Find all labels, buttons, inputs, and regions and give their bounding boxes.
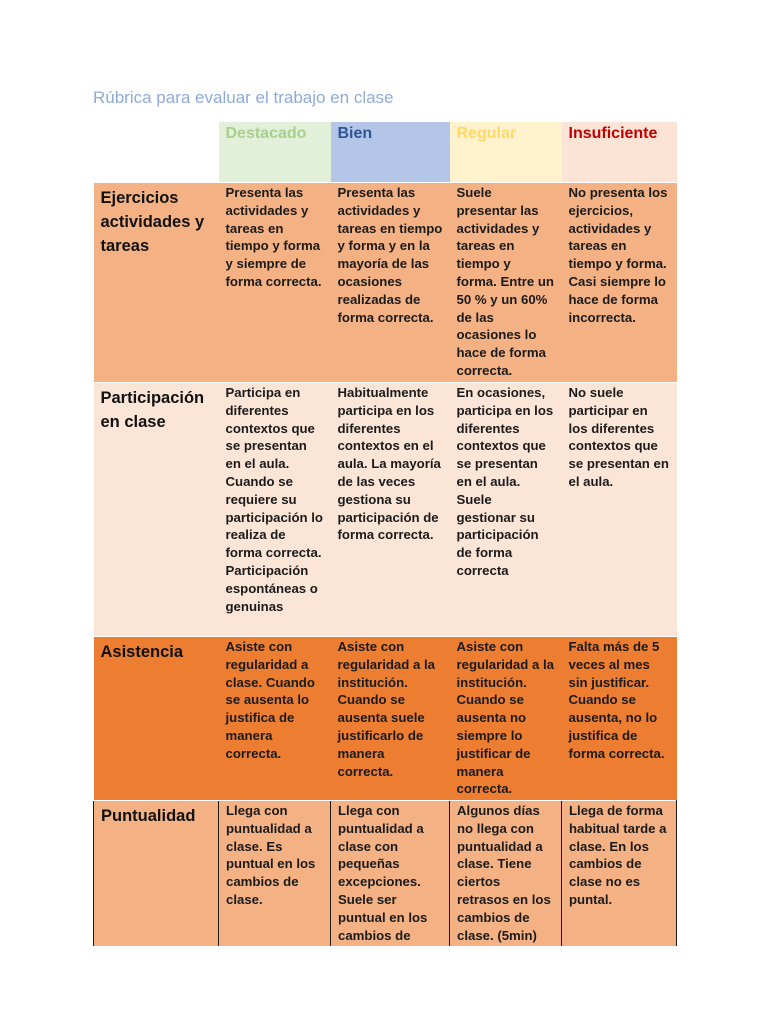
header-bien-label: Bien: [337, 125, 373, 142]
cell-participacion-insuficiente: No suele participar en los diferentes contextos que se presentan en el aula.: [562, 383, 677, 637]
header-row: [94, 122, 677, 183]
header-destacado: [219, 122, 331, 183]
header-bien: [331, 122, 450, 183]
row-label-asistencia: Asistencia: [94, 637, 219, 801]
rubric-table: [93, 122, 677, 946]
header-regular-label: Regular: [456, 125, 517, 142]
page-title: Rúbrica para evaluar el trabajo en clase: [93, 88, 394, 107]
header-destacado-label: Destacado: [225, 125, 307, 142]
cell-puntualidad-destacado: Llega con puntualidad a clase. Es puntual en los cambios de clase.: [219, 801, 331, 947]
table-row: [94, 383, 677, 637]
cell-asistencia-regular: Asiste con regularidad a la institución. Cuando se ausenta no siempre lo justificar de manera correcta.: [450, 637, 562, 801]
cell-participacion-regular: En ocasiones, participa en los diferentes contextos que se presentan en el aula. Suele gestionar su participación de forma correcta: [450, 383, 562, 637]
row-label-ejercicios: Ejercicios actividades y tareas: [94, 183, 219, 383]
cell-puntualidad-bien: Llega con puntualidad a clase con pequeñas excepciones. Suele ser puntual en los cambios de: [331, 801, 450, 947]
row-label-puntualidad: Puntualidad: [94, 801, 219, 947]
cell-participacion-bien: Habitualmente participa en los diferentes contextos en el aula. La mayoría de las veces gestiona su participación de forma correcta.: [331, 383, 450, 637]
table-row: [94, 637, 677, 801]
cell-ejercicios-destacado: Presenta las actividades y tareas en tiempo y forma y siempre de forma correcta.: [219, 183, 331, 383]
cell-asistencia-destacado: Asiste con regularidad a clase. Cuando se ausenta lo justifica de manera correcta.: [219, 637, 331, 801]
cell-puntualidad-insuficiente: Llega de forma habitual tarde a clase. En los cambios de clase no es puntal.: [562, 801, 677, 947]
cell-ejercicios-bien: Presenta las actividades y tareas en tiempo y forma y en la mayoría de las ocasiones realizadas de forma correcta.: [331, 183, 450, 383]
cell-ejercicios-insuficiente: No presenta los ejercicios, actividades y tareas en tiempo y forma. Casi siempre lo hace de forma incorrecta.: [562, 183, 677, 383]
cell-participacion-destacado: Participa en diferentes contextos que se presentan en el aula. Cuando se requiere su participación lo realiza de forma correcta. Participación espontáneas o genuinas: [219, 383, 331, 637]
header-insuficiente-label: Insuficiente: [568, 125, 658, 142]
cell-puntualidad-regular: Algunos días no llega con puntualidad a clase. Tiene ciertos retrasos en los cambios de clase. (5min): [450, 801, 562, 947]
cell-asistencia-insuficiente: Falta más de 5 veces al mes sin justificar. Cuando se ausenta, no lo justifica de forma correcta.: [562, 637, 677, 801]
header-regular: [450, 122, 562, 183]
table-row: [94, 183, 677, 383]
header-insuficiente: [562, 122, 677, 183]
row-label-participacion: Participación en clase: [94, 383, 219, 637]
cell-ejercicios-regular: Suele presentar las actividades y tareas en tiempo y forma. Entre un 50 % y un 60% de las ocasiones lo hace de forma correcta.: [450, 183, 562, 383]
header-blank-cell: [94, 122, 219, 183]
cell-asistencia-bien: Asiste con regularidad a la institución. Cuando se ausenta suele justificarlo de manera correcta.: [331, 637, 450, 801]
table-row: [94, 801, 677, 947]
